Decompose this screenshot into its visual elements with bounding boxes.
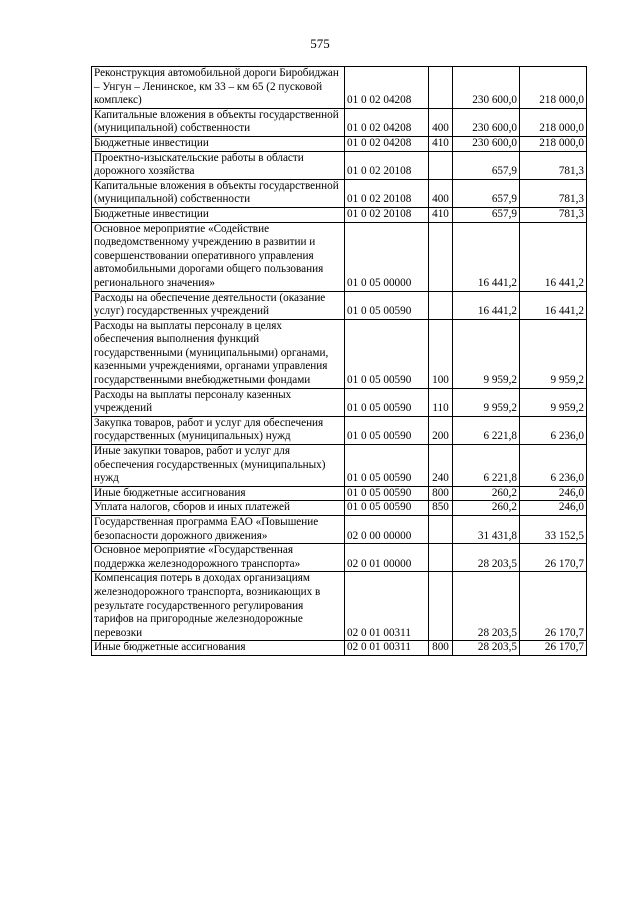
row-amount-1-cell: 31 431,8 <box>453 516 520 544</box>
row-amount-1-cell: 657,9 <box>453 179 520 207</box>
row-amount-1-cell: 230 600,0 <box>453 108 520 136</box>
table-row <box>92 544 587 572</box>
row-amount-2-cell: 246,0 <box>520 486 587 501</box>
row-amount-1-cell: 230 600,0 <box>453 67 520 109</box>
table-row <box>92 291 587 319</box>
row-amount-2-cell: 6 236,0 <box>520 445 587 487</box>
row-amount-1-cell: 28 203,5 <box>453 544 520 572</box>
budget-table-body <box>92 67 587 656</box>
row-code-cell: 01 0 02 20108 <box>345 179 429 207</box>
row-code-cell: 01 0 05 00590 <box>345 445 429 487</box>
row-expense-type-cell: 410 <box>429 207 453 222</box>
budget-table <box>91 66 587 656</box>
row-code-cell: 01 0 02 20108 <box>345 207 429 222</box>
row-amount-1-cell: 9 959,2 <box>453 388 520 416</box>
row-amount-2-cell: 218 000,0 <box>520 136 587 151</box>
row-amount-2-cell: 26 170,7 <box>520 544 587 572</box>
row-expense-type-cell: 800 <box>429 641 453 656</box>
row-amount-1-cell: 657,9 <box>453 207 520 222</box>
row-expense-type-cell <box>429 222 453 291</box>
row-name-cell: Закупка товаров, работ и услуг для обеспечения государственных (муниципальных) нужд <box>92 416 345 444</box>
row-name-cell: Расходы на выплаты персоналу казенных учреждений <box>92 388 345 416</box>
table-row <box>92 486 587 501</box>
table-row <box>92 67 587 109</box>
row-code-cell: 02 0 01 00000 <box>345 544 429 572</box>
row-expense-type-cell: 200 <box>429 416 453 444</box>
row-amount-2-cell: 16 441,2 <box>520 222 587 291</box>
row-expense-type-cell <box>429 516 453 544</box>
row-amount-1-cell: 28 203,5 <box>453 641 520 656</box>
row-name-cell: Уплата налогов, сборов и иных платежей <box>92 501 345 516</box>
row-name-cell: Расходы на выплаты персоналу в целях обеспечения выполнения функций государственными (муниципальными) органами, казенными учреждениями, органами управления государственными внебюджетными фондами <box>92 319 345 388</box>
row-name-cell: Государственная программа ЕАО «Повышение безопасности дорожного движения» <box>92 516 345 544</box>
row-amount-1-cell: 28 203,5 <box>453 572 520 641</box>
table-row <box>92 179 587 207</box>
row-name-cell: Капитальные вложения в объекты государственной (муниципальной) собственности <box>92 179 345 207</box>
table-row <box>92 319 587 388</box>
page-number: 575 <box>310 36 330 51</box>
row-expense-type-cell: 800 <box>429 486 453 501</box>
row-amount-1-cell: 6 221,8 <box>453 445 520 487</box>
row-expense-type-cell: 240 <box>429 445 453 487</box>
row-expense-type-cell <box>429 291 453 319</box>
row-amount-1-cell: 260,2 <box>453 501 520 516</box>
row-name-cell: Иные бюджетные ассигнования <box>92 641 345 656</box>
row-amount-2-cell: 9 959,2 <box>520 388 587 416</box>
row-amount-2-cell: 26 170,7 <box>520 572 587 641</box>
row-name-cell: Реконструкция автомобильной дороги Биробиджан – Унгун – Ленинское, км 33 – км 65 (2 пусковой комплекс) <box>92 67 345 109</box>
row-code-cell: 02 0 00 00000 <box>345 516 429 544</box>
row-amount-2-cell: 16 441,2 <box>520 291 587 319</box>
row-code-cell: 01 0 02 20108 <box>345 151 429 179</box>
row-code-cell: 01 0 05 00590 <box>345 416 429 444</box>
row-code-cell: 01 0 02 04208 <box>345 67 429 109</box>
row-code-cell: 01 0 02 04208 <box>345 136 429 151</box>
table-row <box>92 151 587 179</box>
row-code-cell: 01 0 05 00590 <box>345 291 429 319</box>
row-name-cell: Бюджетные инвестиции <box>92 207 345 222</box>
row-expense-type-cell <box>429 544 453 572</box>
table-row <box>92 388 587 416</box>
row-name-cell: Основное мероприятие «Содействие подведомственному учреждению в развитии и совершенствовании оперативного управления автомобильными дорогами общего пользования регионального значения» <box>92 222 345 291</box>
row-expense-type-cell: 850 <box>429 501 453 516</box>
row-amount-2-cell: 9 959,2 <box>520 319 587 388</box>
row-expense-type-cell <box>429 151 453 179</box>
row-amount-2-cell: 218 000,0 <box>520 108 587 136</box>
row-code-cell: 01 0 05 00590 <box>345 501 429 516</box>
row-expense-type-cell <box>429 67 453 109</box>
row-amount-2-cell: 781,3 <box>520 207 587 222</box>
table-row <box>92 207 587 222</box>
row-expense-type-cell: 400 <box>429 179 453 207</box>
table-row <box>92 445 587 487</box>
table-row <box>92 641 587 656</box>
row-amount-1-cell: 260,2 <box>453 486 520 501</box>
row-amount-2-cell: 246,0 <box>520 501 587 516</box>
row-code-cell: 01 0 05 00590 <box>345 486 429 501</box>
row-expense-type-cell: 110 <box>429 388 453 416</box>
row-name-cell: Проектно-изыскательские работы в области дорожного хозяйства <box>92 151 345 179</box>
row-expense-type-cell: 400 <box>429 108 453 136</box>
row-amount-1-cell: 230 600,0 <box>453 136 520 151</box>
row-amount-2-cell: 26 170,7 <box>520 641 587 656</box>
row-amount-1-cell: 6 221,8 <box>453 416 520 444</box>
row-code-cell: 01 0 05 00590 <box>345 388 429 416</box>
table-row <box>92 108 587 136</box>
row-amount-2-cell: 33 152,5 <box>520 516 587 544</box>
table-row <box>92 222 587 291</box>
table-row <box>92 501 587 516</box>
table-row <box>92 136 587 151</box>
row-amount-2-cell: 781,3 <box>520 179 587 207</box>
row-code-cell: 02 0 01 00311 <box>345 641 429 656</box>
row-code-cell: 01 0 05 00590 <box>345 319 429 388</box>
row-code-cell: 02 0 01 00311 <box>345 572 429 641</box>
table-row <box>92 416 587 444</box>
row-amount-1-cell: 16 441,2 <box>453 222 520 291</box>
row-amount-1-cell: 16 441,2 <box>453 291 520 319</box>
row-amount-2-cell: 6 236,0 <box>520 416 587 444</box>
row-name-cell: Бюджетные инвестиции <box>92 136 345 151</box>
row-name-cell: Компенсация потерь в доходах организациям железнодорожного транспорта, возникающих в результате государственного регулирования тарифов на пригородные железнодорожные перевозки <box>92 572 345 641</box>
row-expense-type-cell <box>429 572 453 641</box>
row-expense-type-cell: 100 <box>429 319 453 388</box>
row-name-cell: Капитальные вложения в объекты государственной (муниципальной) собственности <box>92 108 345 136</box>
row-name-cell: Иные бюджетные ассигнования <box>92 486 345 501</box>
row-code-cell: 01 0 05 00000 <box>345 222 429 291</box>
table-row <box>92 572 587 641</box>
row-code-cell: 01 0 02 04208 <box>345 108 429 136</box>
row-amount-2-cell: 218 000,0 <box>520 67 587 109</box>
row-name-cell: Расходы на обеспечение деятельности (оказание услуг) государственных учреждений <box>92 291 345 319</box>
row-name-cell: Основное мероприятие «Государственная поддержка железнодорожного транспорта» <box>92 544 345 572</box>
row-name-cell: Иные закупки товаров, работ и услуг для обеспечения государственных (муниципальных) нужд <box>92 445 345 487</box>
row-expense-type-cell: 410 <box>429 136 453 151</box>
row-amount-2-cell: 781,3 <box>520 151 587 179</box>
table-row <box>92 516 587 544</box>
row-amount-1-cell: 9 959,2 <box>453 319 520 388</box>
row-amount-1-cell: 657,9 <box>453 151 520 179</box>
